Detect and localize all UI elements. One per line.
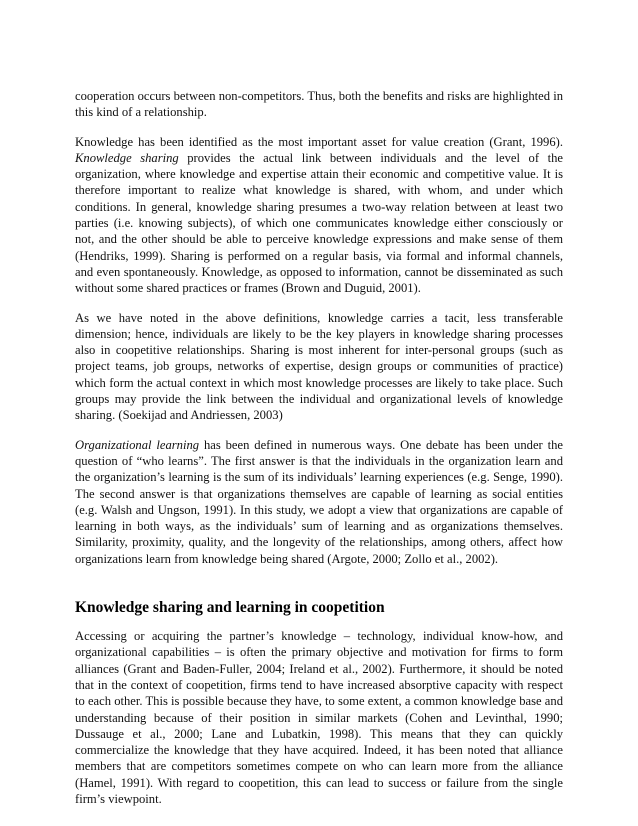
section-heading: Knowledge sharing and learning in coopetition bbox=[75, 599, 385, 617]
paragraph-text: As we have noted in the above definitions, knowledge carries a tacit, less transferable dimension; hence, individuals are likely to be the key players in knowledge sharing processes also in coopetitive relationships. Sharing is most inherent for inter-personal groups (such as project teams, job groups, networks of expertise, design groups or communities of practice) which form the actual context in which most knowledge processes are likely to take place. Such groups may provide the link between the individual and organizational levels of knowledge sharing. (Soekijad and Andriessen, 2003) bbox=[75, 310, 563, 423]
italic-term: Knowledge sharing bbox=[75, 150, 179, 165]
document-page bbox=[75, 88, 563, 820]
paragraph-text: Knowledge has been identified as the most important asset for value creation (Grant, 1996). bbox=[75, 134, 563, 149]
paragraph bbox=[75, 88, 563, 121]
paragraph bbox=[75, 310, 563, 424]
paragraph bbox=[75, 628, 563, 807]
paragraph bbox=[75, 134, 563, 297]
paragraph-text: provides the actual link between individuals and the level of the organization, where knowledge and expertise attain their economic and competitive value. It is therefore important to realize what knowledge is shared, with whom, and under which conditions. In general, knowledge sharing presumes a two-way relation between at least two parties (i.e. knowing subjects), of which one communicates knowledge either consciously or not, and the other should be able to perceive knowledge expressions and make sense of them (Hendriks, 1999). Sharing is performed on a regular basis, via formal and informal channels, and even spontaneously. Knowledge, as opposed to information, cannot be disseminated as such without some shared practices or frames (Brown and Duguid, 2001). bbox=[75, 150, 563, 296]
paragraph-text: has been defined in numerous ways. One debate has been under the question of “who learns”. The first answer is that the individuals in the organization learn and the organization’s learning is the sum of its individuals’ learning experiences (e.g. Senge, 1990). The second answer is that organizations themselves are capable of learning as social entities (e.g. Walsh and Ungson, 1991). In this study, we adopt a view that organizations are capable of learning in both ways, as the individuals’ sum of learning and as organizations themselves. Similarity, proximity, quality, and the longevity of the relationships, among others, affect how organizations learn from knowledge being shared (Argote, 2000; Zollo et al., 2002). bbox=[75, 437, 563, 566]
paragraph-text: cooperation occurs between non-competitors. Thus, both the benefits and risks are highlighted in this kind of a relationship. bbox=[75, 89, 564, 120]
paragraph bbox=[75, 437, 563, 567]
italic-term: Organizational learning bbox=[75, 437, 200, 452]
paragraph-text: Accessing or acquiring the partner’s knowledge – technology, individual know-how, and organizational capabilities – is often the primary objective and motivation for firms to form alliances (Grant and Baden-Fuller, 2004; Ireland et al., 2002). Furthermore, it should be noted that in the context of coopetition, firms tend to have increased absorptive capacity with respect to each other. This is possible because they have, to some extent, a common knowledge base and understanding because of their position in similar markets (Cohen and Levinthal, 1990; Dussauge et al., 2000; Lane and Lubatkin, 1998). This means that they can quickly commercialize the knowledge that they have acquired. Indeed, it has been noted that alliance members that are competitors sometimes compete on who can learn more from the alliance (Hamel, 1991). With regard to coopetition, this can lead to success or failure from the single firm’s viewpoint. bbox=[75, 629, 563, 806]
